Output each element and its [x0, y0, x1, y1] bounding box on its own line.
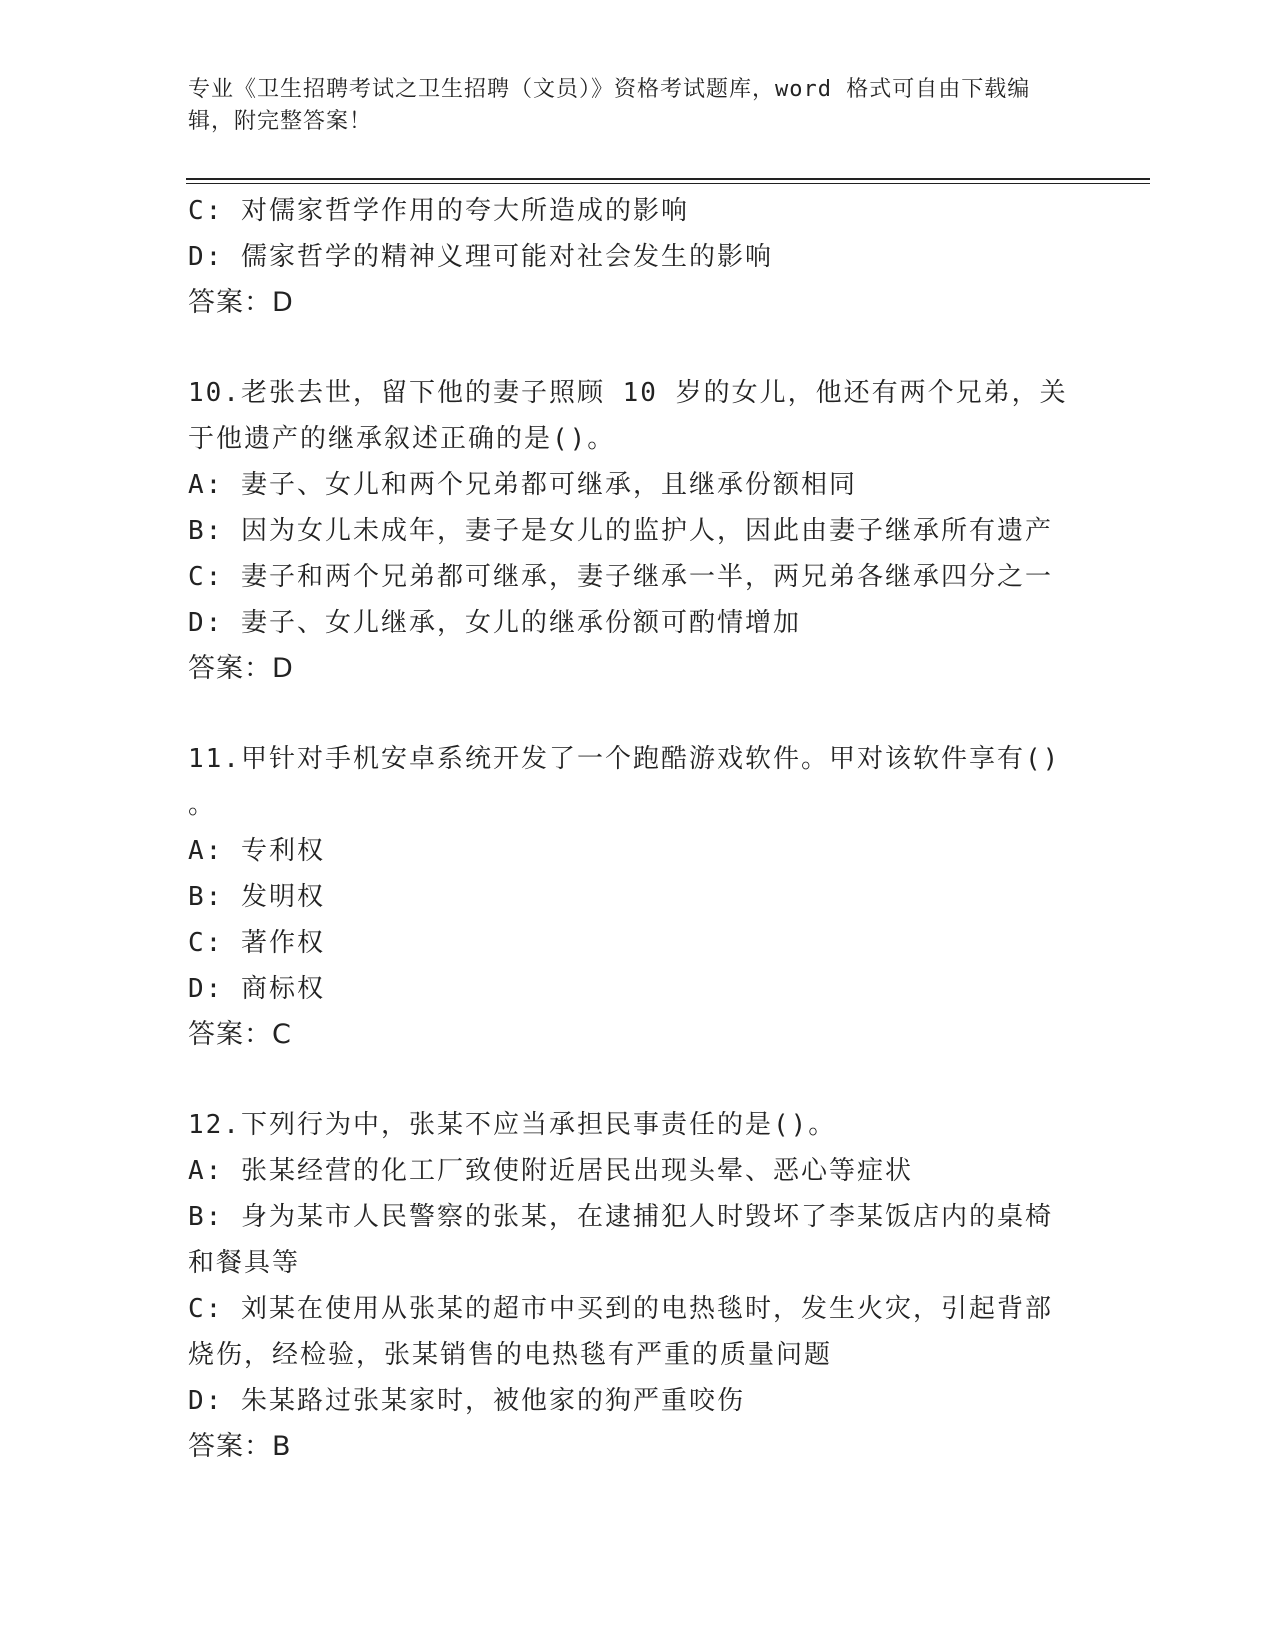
spacer — [188, 1058, 1088, 1102]
option-a: A: 专利权 — [188, 836, 325, 866]
option-d: D: 妻子、女儿继承，女儿的继承份额可酌情增加 — [188, 608, 801, 638]
question-stem: 于他遗产的继承叙述正确的是()。 — [188, 424, 616, 454]
option-b: B: 身为某市人民警察的张某，在逮捕犯人时毁坏了李某饭店内的桌椅 — [188, 1202, 1053, 1232]
answer-line: 答案：D — [188, 653, 294, 684]
header-rule-thin — [186, 183, 1150, 184]
answer-line: 答案：C — [188, 1019, 292, 1050]
question-12 — [188, 1102, 1068, 1470]
option-a: A: 张某经营的化工厂致使附近居民出现头晕、恶心等症状 — [188, 1156, 913, 1186]
question-9-fragment — [188, 188, 1088, 326]
page-header: 专业《卫生招聘考试之卫生招聘（文员）》资格考试题库，word 格式可自由下载编辑，附完整答案！ — [188, 77, 1031, 134]
question-stem: 12.下列行为中，张某不应当承担民事责任的是()。 — [188, 1110, 837, 1140]
option-d: D: 商标权 — [188, 974, 325, 1004]
option-c-continued: 烧伤，经检验，张某销售的电热毯有严重的质量问题 — [188, 1340, 833, 1370]
question-stem: 10.老张去世，留下他的妻子照顾 10 岁的女儿，他还有两个兄弟，关 — [188, 378, 1068, 408]
option-c: C: 刘某在使用从张某的超市中买到的电热毯时，发生火灾，引起背部 — [188, 1294, 1053, 1324]
option-c: C: 对儒家哲学作用的夸大所造成的影响 — [188, 196, 689, 226]
option-a: A: 妻子、女儿和两个兄弟都可继承，且继承份额相同 — [188, 470, 857, 500]
answer-line: 答案：D — [188, 287, 294, 318]
answer-line: 答案：B — [188, 1431, 292, 1462]
option-b-continued: 和餐具等 — [188, 1248, 301, 1278]
question-10 — [188, 370, 1068, 692]
question-stem: 11.甲针对手机安卓系统开发了一个跑酷游戏软件。甲对该软件享有() — [188, 744, 1061, 774]
option-b: B: 因为女儿未成年，妻子是女儿的监护人，因此由妻子继承所有遗产 — [188, 516, 1053, 546]
option-b: B: 发明权 — [188, 882, 325, 912]
option-d: D: 儒家哲学的精神义理可能对社会发生的影响 — [188, 242, 773, 272]
option-d: D: 朱某路过张某家时，被他家的狗严重咬伤 — [188, 1386, 745, 1416]
question-content — [188, 188, 1088, 1470]
spacer — [188, 326, 1088, 370]
spacer — [188, 692, 1088, 736]
option-c: C: 著作权 — [188, 928, 325, 958]
question-stem: 。 — [188, 790, 217, 820]
header-rule-thick — [186, 178, 1150, 180]
option-c: C: 妻子和两个兄弟都可继承，妻子继承一半，两兄弟各继承四分之一 — [188, 562, 1053, 592]
question-11 — [188, 736, 1068, 1058]
